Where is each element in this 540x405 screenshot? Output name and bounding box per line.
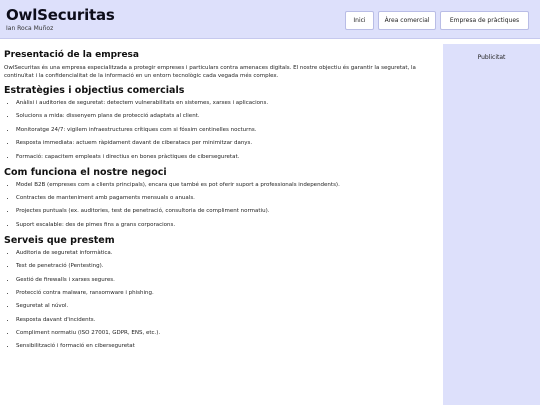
list-item: • Solucions a mida: dissenyem plans de protecció adaptats al client.: [16, 112, 436, 121]
section-title-serveis: Serveis que prestem: [4, 234, 115, 246]
site-title: OwlSecuritas: [6, 6, 115, 24]
list-item: • Anàlisi i auditories de seguretat: detectem vulnerabilitats en sistemes, xarxes i aplicacions.: [16, 99, 436, 108]
list-item: • Resposta davant d'incidents.: [16, 316, 436, 325]
site-header: [0, 0, 540, 39]
intro-title: Presentació de la empresa: [4, 50, 139, 60]
intro-text: OwlSecuritas és una empresa especialitzada a protegir empreses i particulars contra amenaces digitals. El nostre objectiu és garantir la seguretat, la continuïtat i la confidencialitat de la informació en un entorn tecnològic cada vegada més complex.: [4, 65, 416, 79]
list-item: • Seguretat al núvol.: [16, 302, 436, 311]
nav-button-empresa-practiques[interactable]: Empresa de pràctiques: [440, 11, 529, 30]
list-negoci: [4, 181, 436, 230]
main-content: [4, 44, 436, 405]
list-item: • Model B2B (empreses com a clients principals), encara que també es pot oferir suport a professionals independents).: [16, 181, 436, 190]
list-item: • Formació: capacitem empleats i directius en bones pràctiques de ciberseguretat.: [16, 153, 436, 162]
list-item: • Gestió de firewalls i xarxes segures.: [16, 276, 436, 285]
list-item: • Test de penetració (Pentesting).: [16, 262, 436, 271]
list-item: • Resposta immediata: actuem ràpidament davant de ciberatacs per minimitzar danys.: [16, 139, 436, 148]
list-item: • Contractes de manteniment amb pagaments mensuals o anuals.: [16, 194, 436, 203]
list-estrategies: [4, 99, 436, 162]
nav-button-area-comercial[interactable]: Àrea comercial: [378, 11, 436, 30]
ad-sidebar: [443, 44, 540, 405]
list-item: • Projectes puntuals (ex. auditories, test de penetració, consultoria de compliment normatiu).: [16, 207, 436, 216]
list-serveis: [4, 249, 436, 352]
list-item: • Auditoria de seguretat informàtica.: [16, 249, 436, 258]
list-item: • Suport escalable: des de pimes fins a grans corporacions.: [16, 221, 436, 230]
list-item: • Compliment normatiu (ISO 27001, GDPR, ENS, etc.).: [16, 329, 436, 338]
site-author: Ian Roca Muñoz: [6, 25, 54, 32]
section-title-estrategies: Estratègies i objectius comercials: [4, 85, 185, 96]
ad-label: Publicitat: [477, 54, 506, 61]
list-item: • Protecció contra malware, ransomware i phishing.: [16, 289, 436, 298]
section-title-negoci: Com funciona el nostre negoci: [4, 166, 167, 178]
nav-button-inici[interactable]: Inici: [345, 11, 374, 30]
list-item: • Monitoratge 24/7: vigilem infraestructures crítiques com si fóssim centinelles nocturns.: [16, 126, 436, 135]
list-item: • Sensibilització i formació en ciberseguretat: [16, 342, 436, 351]
